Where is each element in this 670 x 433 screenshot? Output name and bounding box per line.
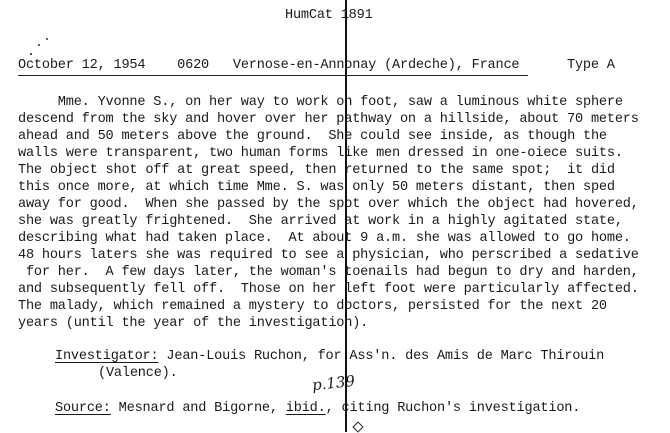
source-text-b: , citing Ruchon's investigation. [325, 401, 581, 416]
source-line [55, 401, 580, 416]
ink-speck [30, 53, 32, 55]
body-line: away for good. When she passed by the spot over which the object had hovered, [18, 197, 639, 212]
heading-underline [18, 75, 528, 76]
body-line: and subsequently fell off. Those on her left foot were particularly affected. [18, 282, 639, 297]
investigator-name: Jean-Louis Ruchon, for Ass'n. des Amis de Marc Thirouin [158, 349, 605, 364]
body-line: years (until the year of the investigation). [18, 316, 369, 331]
catalog-header: HumCat 1891 [285, 8, 373, 23]
source-text-a: Mesnard and Bigorne, [110, 401, 286, 416]
ink-mark [352, 421, 363, 432]
body-line: The object shot off at great speed, then returned to the same spot; it did [18, 163, 615, 178]
record-date: October 12, 1954 [18, 58, 146, 73]
record-time: 0620 [177, 58, 210, 73]
ink-speck [38, 44, 40, 46]
record-heading [18, 58, 519, 73]
record-location: Vernose-en-Annonay (Ardeche), France [232, 58, 520, 73]
body-line: 48 hours laters she was required to see a physician, who perscribed a sedative [18, 248, 639, 263]
ink-speck [46, 38, 48, 40]
body-line: describing what had taken place. At about 9 a.m. she was allowed to go home. [18, 231, 631, 246]
record-type: Type A [567, 58, 615, 73]
investigator-line [55, 349, 604, 364]
investigator-city: (Valence). [98, 366, 178, 381]
investigator-label: Investigator: [55, 349, 159, 364]
body-line: descend from the sky and hover over her pathway on a hillside, about 70 meters [18, 112, 639, 127]
body-line: for her. A few days later, the woman's toenails had begun to dry and harden, [18, 265, 639, 280]
body-line: she was greatly frightened. She arrived at work in a highly agitated state, [18, 214, 623, 229]
handwritten-page-note: p.139 [311, 371, 356, 395]
body-line: this once more, at which time Mme. S. was only 50 meters distant, then sped [18, 180, 615, 195]
source-ibid: ibid. [285, 401, 326, 416]
body-line: The malady, which remained a mystery to doctors, persisted for the next 20 [18, 299, 607, 314]
body-line: ahead and 50 meters above the ground. She could see inside, as though the [18, 129, 607, 144]
body-line: Mme. Yvonne S., on her way to work on foot, saw a luminous white sphere [18, 95, 623, 110]
source-label: Source: [55, 401, 111, 416]
body-line: walls were transparent, two human forms like men dressed in one-oiece suits. [18, 146, 623, 161]
